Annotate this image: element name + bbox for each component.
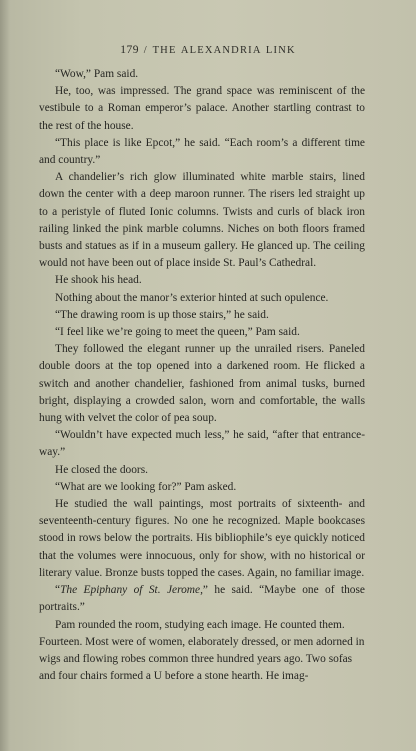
paragraph: He closed the doors. (55, 463, 148, 476)
paragraph: He studied the wall paintings, most portraits of sixteenth- and seventeenth-century figures. No one he recognized. Maple bookcases stood in rows below the portraits. His bibliophile’s eye quickly noticed that the volumes were innocuous, only for show, with no historical or literary value. Bronze busts topped the cases. Again, no familiar image. (39, 498, 365, 579)
paragraph: Pam rounded the room, studying each image. He counted them. Fourteen. Most were of women, elaborately dressed, or men adorned in wigs and flowing robes common three hundred years ago. Two sofas and four chairs formed a U before a stone hearth. He imag- (39, 618, 365, 683)
paragraph: “This place is like Epcot,” he said. “Each room’s a different time and country.” (39, 136, 365, 167)
paragraph: “What are we looking for?” Pam asked. (55, 480, 237, 493)
page-number: 179 (120, 44, 139, 56)
body-text (39, 66, 365, 685)
spine-shadow (0, 0, 10, 751)
running-title: THE ALEXANDRIA LINK (152, 45, 296, 56)
paragraph: “Wow,” Pam said. (55, 68, 139, 80)
running-header (0, 44, 416, 56)
paragraph: “I feel like we’re going to meet the queen,” Pam said. (55, 326, 300, 339)
paragraph: They followed the elegant runner up the unrailed risers. Paneled double doors at the top opened into a darkened room. He flicked a switch and another chandelier, fashioned from animal tusks, burned bright, displaying a crowded salon, worn and comfortable, the walls hung with velvet the color of pea soup. (39, 343, 365, 425)
paragraph: “The drawing room is up those stairs,” he said. (55, 308, 269, 321)
paragraph: “Wouldn’t have expected much less,” he said, “after that entrance-way.” (39, 429, 365, 459)
open-quote: “ (55, 584, 61, 597)
paragraph: He shook his head. (55, 274, 142, 287)
paragraph-rest: ” he said. “Maybe one of those portraits.” (39, 584, 365, 614)
paragraph: Nothing about the manor’s exterior hinted at such opulence. (55, 291, 329, 304)
header-separator: / (143, 45, 148, 56)
paragraph-italic (39, 582, 365, 616)
paragraph: A chandelier’s rich glow illuminated white marble stairs, lined down the center with a deep maroon runner. The risers led straight up to a peristyle of fluted Ionic columns. Twists and curls of black iron railing linked the pink marble columns. Niches on both floors framed busts and statues as if in a museum gallery. He glanced up. The ceiling would not have been out of place inside St. Paul’s Cathedral. (39, 171, 365, 270)
painting-title: The Epiphany of St. Jerome, (60, 584, 203, 597)
paragraph: He, too, was impressed. The grand space was reminiscent of the vestibule to a Roman emperor’s palace. Another startling contrast to the rest of the house. (39, 85, 365, 132)
